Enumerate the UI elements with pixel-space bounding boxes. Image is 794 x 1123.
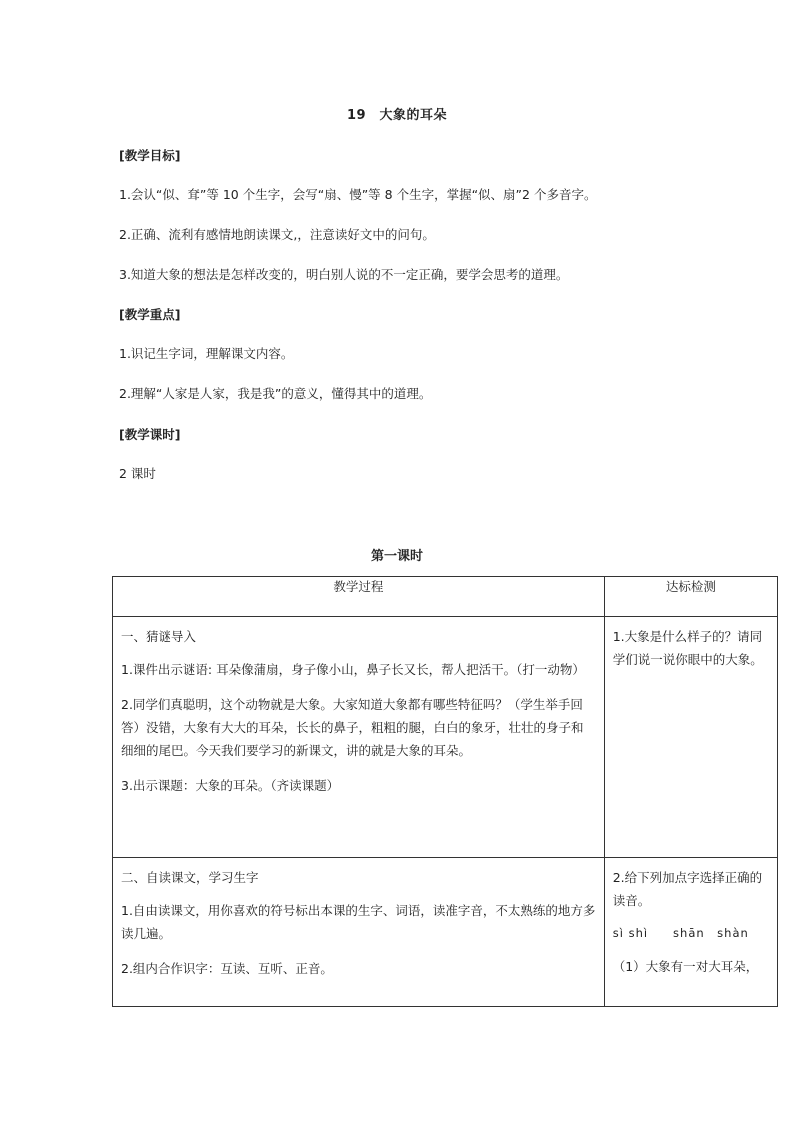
hours-heading: [教学课时] (119, 427, 181, 442)
process-paragraph: 2.组内合作识字：互读、互听、正音。 (121, 961, 333, 976)
process-cell (113, 858, 605, 1007)
check-paragraph: 2.给下列加点字选择正确的读音。 (612, 870, 763, 908)
goals-heading: [教学目标] (119, 148, 181, 163)
document-title: 19 大象的耳朵 (346, 108, 448, 123)
lesson-title: 第一课时 (370, 549, 423, 564)
hours-value: 2 课时 (119, 466, 156, 481)
process-paragraph: 1.自由读课文，用你喜欢的符号标出本课的生字、词语，读准字音，不太熟练的地方多读几遍。 (121, 903, 596, 941)
focus-item-2: 2.理解“人家是人家，我是我”的意义，懂得其中的道理。 (119, 386, 432, 401)
header-process: 教学过程 (113, 577, 605, 617)
goal-item-3: 3.知道大象的想法是怎样改变的，明白别人说的不一定正确，要学会思考的道理。 (119, 267, 569, 282)
process-heading: 二、自读课文，学习生字 (121, 870, 259, 885)
check-paragraph: 1.大象是什么样子的？请同学们说一说你眼中的大象。 (612, 629, 763, 667)
header-check: 达标检测 (604, 577, 777, 617)
process-paragraph: 1.课件出示谜语: 耳朵像蒲扇，身子像小山，鼻子长又长，帮人把活干。（打一动物） (121, 662, 585, 677)
process-heading: 一、猜谜导入 (121, 629, 197, 644)
goal-item-1: 1.会认“似、耷”等 10 个生字，会写“扇、慢”等 8 个生字，掌握“似、扇”2 个多音字。 (119, 187, 597, 202)
check-cell (604, 617, 777, 858)
process-paragraph: 2.同学们真聪明，这个动物就是大象。大家知道大象都有哪些特征吗？（学生举手回答）没错，大象有大大的耳朵，长长的鼻子，粗粗的腿，白白的象牙，壮壮的身子和细细的尾巴。今天我们要学习的新课文，讲的就是大象的耳朵。 (121, 697, 584, 758)
table-row (113, 858, 778, 1007)
focus-heading: [教学重点] (119, 307, 181, 322)
check-cell (604, 858, 777, 1007)
table-header-row (113, 577, 778, 617)
goal-item-2: 2.正确、流利有感情地朗读课文,，注意读好文中的问句。 (119, 227, 435, 242)
pinyin-options: sì shì shān shàn (612, 926, 749, 940)
check-paragraph: （1）大象有一对大耳朵， (612, 959, 759, 974)
table-row (113, 617, 778, 858)
focus-item-1: 1.识记生字词，理解课文内容。 (119, 346, 294, 361)
process-paragraph: 3.出示课题：大象的耳朵。（齐读课题） (121, 778, 340, 793)
process-cell (113, 617, 605, 858)
lesson-table (112, 576, 778, 1007)
